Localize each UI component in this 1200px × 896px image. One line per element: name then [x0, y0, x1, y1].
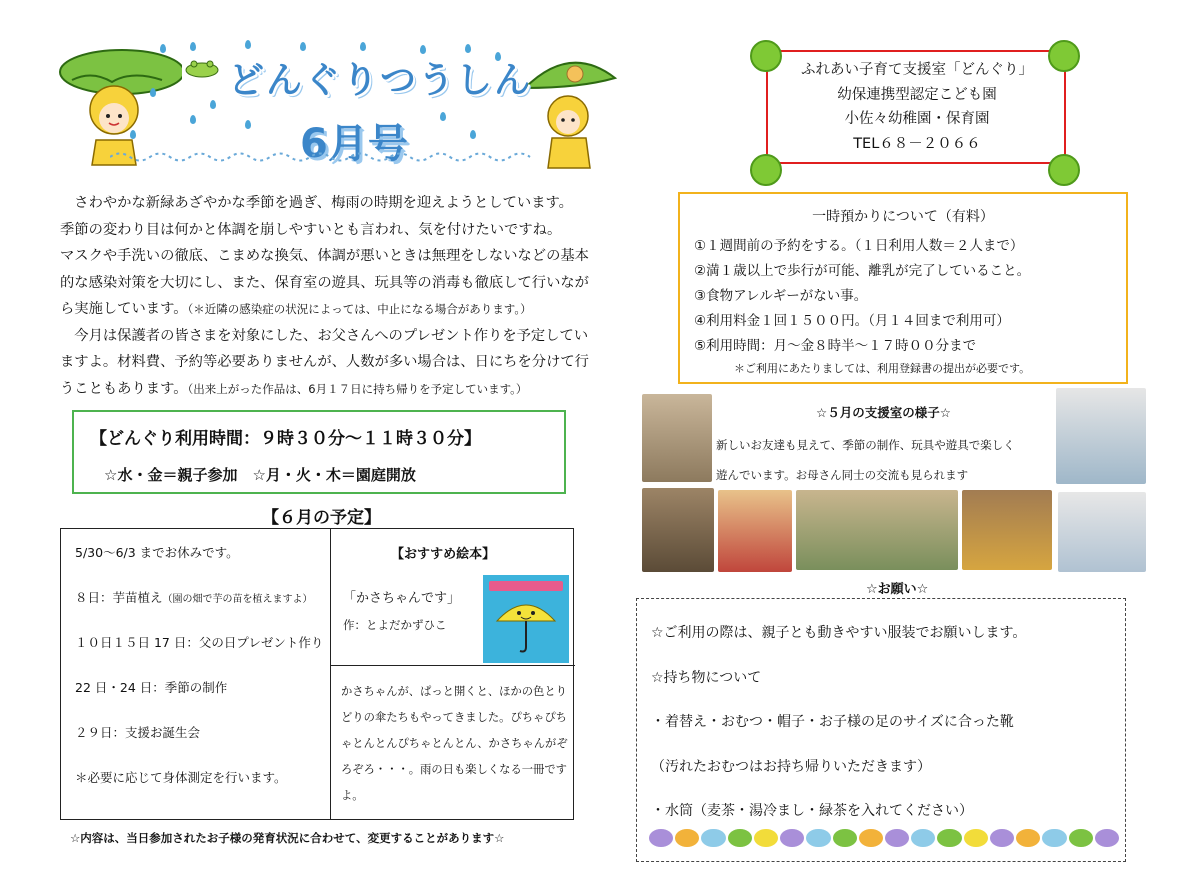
schedule-note: ☆内容は、当日参加されたお子様の発育状況に合わせて、変更することがあります☆: [70, 831, 505, 845]
schedule-item: ８日：芋苗植え（園の畑で芋の苗を植えますよ）: [75, 590, 313, 605]
schedule-list: [75, 543, 323, 813]
intro-line: さわやかな新緑あざやかな季節を過ぎ、梅雨の時期を迎えようとしています。: [74, 195, 573, 211]
intro-line: うこともあります。（出来上がった作品は、6月１７日に持ち帰りを予定しています。）: [60, 380, 528, 397]
divider: [330, 665, 575, 666]
book-heading: 【おすすめ絵本】: [391, 547, 496, 562]
may-line: 遊んでいます。お母さん同士の交流も見られます: [716, 468, 969, 482]
request-box: [636, 598, 1126, 862]
book-description: かさちゃんが、ぱっと開くと、ほかの色とりどりの傘たちもやってきました。ぴちゃぴちゃとんとんぴちゃとんとん、かさちゃんがぞろぞろ・・・。雨の日も楽しくなる一冊ですよ。: [341, 685, 568, 802]
newsletter-title: どんぐりつうしん: [228, 60, 533, 101]
contact-phone: TEL６８－２０６６: [853, 135, 981, 152]
wave-decoration: [110, 150, 540, 164]
divider: [330, 529, 331, 819]
temp-care-item: ②満１歳以上で歩行が可能、離乳が完了していること。: [694, 263, 1031, 279]
request-item: ☆ご利用の際は、親子とも動きやすい服装でお願いします。: [651, 625, 1027, 641]
may-title: ☆５月の支援室の様子☆: [816, 405, 951, 420]
schedule-table: [60, 528, 574, 820]
schedule-item: 22 日・24 日：季節の制作: [75, 680, 228, 695]
schedule-item: ２９日：支援お誕生会: [75, 725, 201, 740]
photo: [642, 488, 714, 572]
hours-box: [72, 410, 566, 494]
request-item: ☆持ち物について: [651, 669, 762, 686]
corner-circle: [750, 154, 782, 186]
corner-circle: [1048, 154, 1080, 186]
intro-line: 季節の変わり目は何かと体調を崩しやすいとも言われ、気を付けたいですね。: [60, 221, 562, 238]
temp-care-item: ③食物アレルギーがない事。: [694, 288, 868, 304]
schedule-title: 【６月の予定】: [262, 508, 381, 528]
request-title: ☆お願い☆: [866, 582, 929, 597]
request-item: ・着替え・おむつ・帽子・お子様の足のサイズに合った靴: [651, 714, 1014, 730]
temp-care-item: ⑤利用時間：月～金８時半～１７時００分まで: [694, 338, 977, 354]
photo: [642, 394, 712, 482]
photo: [1058, 492, 1146, 572]
book-title: 「かさちゃんです」: [343, 591, 461, 606]
schedule-item: ＊必要に応じて身体測定を行います。: [75, 770, 287, 785]
may-line: 新しいお友達も見えて、季節の制作、玩具や遊具で楽しく: [716, 438, 1015, 452]
may-text: [716, 430, 1046, 490]
hours-days: ☆水・金＝親子参加 ☆月・火・木＝園庭開放: [104, 466, 416, 484]
frog-icon: [180, 58, 224, 78]
photo: [962, 490, 1052, 570]
temp-care-box: [678, 192, 1128, 384]
intro-text: [60, 190, 660, 402]
request-item: ・水筒（麦茶・湯冷まし・緑茶を入れてください）: [651, 803, 973, 819]
photo: [718, 490, 792, 572]
intro-line: 的な感染対策を大切にし、また、保育室の遊具、玩具等の消毒も徹底して行いなが: [60, 274, 589, 291]
request-item: （汚れたおむつはお持ち帰りいただきます）: [651, 758, 931, 775]
photo: [796, 490, 958, 570]
photo: [1056, 388, 1146, 484]
contact-line: 小佐々幼稚園・保育園: [844, 111, 990, 127]
contact-line: ふれあい子育て支援室「どんぐり」: [801, 62, 1033, 78]
intro-line: ますよ。材料費、予約等必要ありませんが、人数が多い場合は、日にちを分けて行: [60, 354, 589, 370]
book-author: 作：とよだかずひこ: [343, 618, 447, 632]
temp-care-list: [694, 234, 1030, 359]
bottom-decoration: [649, 829, 1119, 853]
temp-care-item: ④利用料金１回１５００円。（月１４回まで利用可）: [694, 313, 1010, 329]
intro-line: ら実施しています。（＊近隣の感染症の状況によっては、中止になる場合があります。）: [60, 301, 532, 317]
temp-care-note: ＊ご利用にあたりましては、利用登録書の提出が必要です。: [734, 362, 1031, 375]
temp-care-title: 一時預かりについて（有料）: [812, 209, 994, 225]
schedule-item: １０日１５日 17 日：父の日プレゼント作り: [75, 635, 324, 650]
newsletter-month: 6月号: [300, 121, 408, 167]
contact-text: [770, 58, 1064, 156]
hours-time: 【どんぐり利用時間：９時３０分～１１時３０分】: [90, 429, 481, 449]
temp-care-item: ①１週間前の予約をする。（１日利用人数＝２人まで）: [694, 238, 1024, 254]
book-cover-image: [483, 575, 569, 663]
schedule-item: 5/30～6/3 までお休みです。: [75, 545, 239, 560]
intro-line: マスクや手洗いの徹底、こまめな換気、体調が悪いときは無理をしないなどの基本: [60, 248, 589, 264]
request-list: [651, 611, 1026, 834]
intro-line: 今月は保護者の皆さまを対象にした、お父さんへのプレゼント作りを予定してい: [74, 327, 589, 344]
contact-line: 幼保連携型認定こども園: [837, 86, 997, 103]
